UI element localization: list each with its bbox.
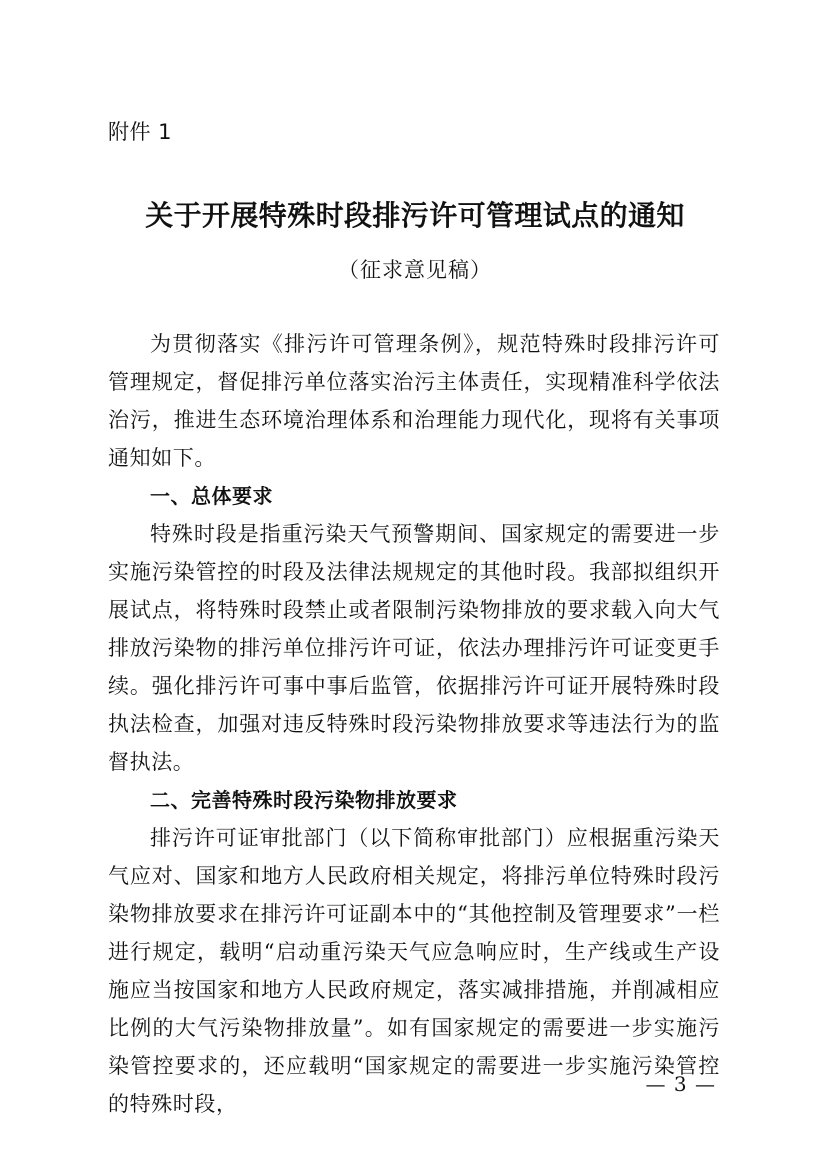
page-number: — 3 — [645, 1072, 716, 1096]
document-subtitle: （征求意见稿） [338, 258, 492, 282]
section-paragraph-general-requirements: 特殊时段是指重污染天气预警期间、国家规定的需要进一步实施污染管控的时段及法律法规规定的其他时段。我部拟组织开展试点，将特殊时段禁止或者限制污染物排放的要求载入向大气排放污染物的排污单位排污许可证，依法办理排污许可证变更手续。强化排污许可事中事后监管，依据排污许可证开展特殊时段执法检查，加强对违反特殊时段污染物排放要求等违法行为的监督执法。 [108, 522, 720, 774]
intro-paragraph: 为贯彻落实《排污许可管理条例》，规范特殊时段排污许可管理规定，督促排污单位落实治污主体责任，实现精准科学依法治污，推进生态环境治理体系和治理能力现代化，现将有关事项通知如下。 [108, 332, 720, 470]
document-title: 关于开展特殊时段排污许可管理试点的通知 [145, 199, 685, 232]
section-heading-general-requirements: 一、总体要求 [150, 484, 273, 508]
document-body [108, 325, 720, 1123]
section-paragraph-special-period-requirements: 排污许可证审批部门（以下简称审批部门）应根据重污染天气应对、国家和地方人民政府相关规定，将排污单位特殊时段污染物排放要求在排污许可证副本中的“其他控制及管理要求”一栏进行规定，载明“启动重污染天气应急响应时，生产线或生产设施应当按国家和地方人民政府规定，落实减排措施，并削减相应比例的大气污染物排放量”。如有国家规定的需要进一步实施污染管控要求的，还应载明“国家规定的需要进一步实施污染管控的特殊时段， [108, 826, 720, 1116]
attachment-label: 附件 1 [108, 120, 173, 144]
section-heading-special-period-requirements: 二、完善特殊时段污染物排放要求 [150, 788, 458, 812]
